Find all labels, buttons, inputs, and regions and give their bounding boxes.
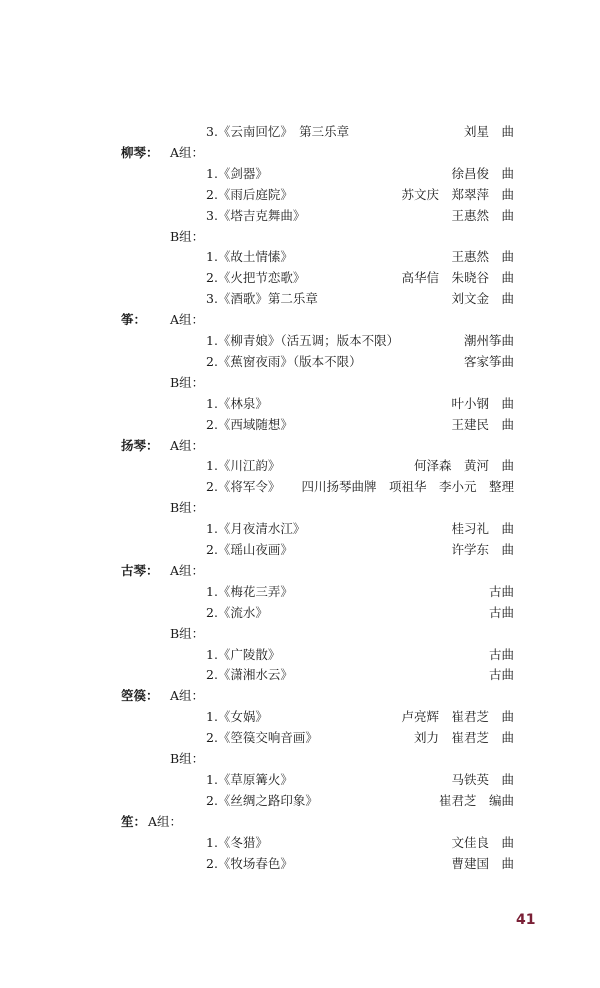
piece-title: 1.《冬猎》 xyxy=(206,834,268,850)
list-row xyxy=(0,310,600,330)
piece-title: 1.《故土情愫》 xyxy=(206,249,293,265)
piece-title: 1.《女娲》 xyxy=(206,709,268,725)
piece-title: 1.《草原篝火》 xyxy=(206,771,293,787)
piece-title: 2.《潇湘水云》 xyxy=(206,667,293,683)
group-label: B组： xyxy=(170,374,205,390)
list-row xyxy=(0,415,600,435)
list-row xyxy=(0,498,600,518)
piece-title: 2.《箜篌交响音画》 xyxy=(206,730,318,746)
instrument-label: 箜篌： xyxy=(121,688,159,704)
piece-title: 3.《酒歌》第二乐章 xyxy=(206,291,318,307)
list-row xyxy=(0,352,600,372)
composer-credit: 王惠然 曲 xyxy=(451,207,514,223)
list-row xyxy=(0,854,600,874)
list-row xyxy=(0,477,600,497)
piece-title: 1.《川江韵》 xyxy=(206,458,281,474)
list-row xyxy=(0,122,600,142)
list-row xyxy=(0,791,600,811)
composer-credit: 古曲 xyxy=(488,667,514,683)
list-row xyxy=(0,289,600,309)
composer-credit: 刘文金 曲 xyxy=(451,291,514,307)
list-row xyxy=(0,206,600,226)
piece-title: 2.《瑶山夜画》 xyxy=(206,542,293,557)
list-row xyxy=(0,582,600,602)
group-label: B组： xyxy=(170,228,205,244)
list-row xyxy=(0,373,600,393)
piece-title: 1.《广陵散》 xyxy=(206,646,281,662)
list-row xyxy=(0,812,600,832)
group-label: A组： xyxy=(170,437,205,453)
page-number: 41 xyxy=(516,912,536,928)
list-row xyxy=(0,770,600,790)
piece-title: 2.《雨后庭院》 xyxy=(206,186,293,202)
list-row xyxy=(0,436,600,456)
piece-title: 2.《牧场春色》 xyxy=(206,855,293,871)
composer-credit: 潮州筝曲 xyxy=(463,333,514,348)
composer-credit: 崔君芝 编曲 xyxy=(438,792,514,808)
composer-credit: 古曲 xyxy=(488,583,514,599)
piece-title: 1.《剑器》 xyxy=(206,165,268,181)
instrument-label: 古琴： xyxy=(121,562,159,578)
composer-credit: 何泽森 黄河 曲 xyxy=(413,458,514,474)
piece-title: 3.《云南回忆》 第三乐章 xyxy=(206,124,350,139)
list-row xyxy=(0,833,600,853)
list-row xyxy=(0,331,600,351)
group-label: A组： xyxy=(170,688,205,704)
piece-title: 1.《林泉》 xyxy=(206,395,268,411)
list-row xyxy=(0,227,600,247)
instrument-label: 笙： xyxy=(121,813,147,829)
group-label: A组： xyxy=(170,144,205,160)
list-row xyxy=(0,394,600,414)
piece-title: 2.《将军令》 xyxy=(206,479,281,495)
instrument-label: 扬琴： xyxy=(121,437,159,453)
list-row xyxy=(0,456,600,476)
list-row xyxy=(0,247,600,267)
composer-credit: 古曲 xyxy=(488,646,514,662)
list-row xyxy=(0,665,600,685)
list-row xyxy=(0,749,600,769)
piece-title: 1.《梅花三弄》 xyxy=(206,583,293,599)
composer-credit: 高华信 朱晓谷 曲 xyxy=(401,270,514,286)
composer-credit: 桂习礼 曲 xyxy=(451,521,514,537)
list-row xyxy=(0,645,600,665)
composer-credit: 曹建国 曲 xyxy=(451,855,514,871)
list-row xyxy=(0,143,600,163)
composer-credit: 卢亮辉 崔君芝 曲 xyxy=(401,709,514,725)
piece-title: 2.《西域随想》 xyxy=(206,416,293,432)
composer-credit: 许学东 曲 xyxy=(451,542,514,557)
composer-credit: 刘力 崔君芝 曲 xyxy=(413,730,514,746)
piece-title: 2.《流水》 xyxy=(206,604,268,620)
list-row xyxy=(0,603,600,623)
list-row xyxy=(0,268,600,288)
piece-title: 2.《蕉窗夜雨》（版本不限） xyxy=(206,353,362,369)
group-label: B组： xyxy=(170,500,205,516)
piece-title: 3.《塔吉克舞曲》 xyxy=(206,207,306,223)
list-row xyxy=(0,707,600,727)
composer-credit: 王惠然 曲 xyxy=(451,249,514,265)
composer-credit: 马铁英 曲 xyxy=(451,771,514,787)
piece-title: 1.《月夜清水江》 xyxy=(206,521,306,537)
group-label: B组： xyxy=(170,625,205,641)
composer-credit: 徐昌俊 曲 xyxy=(451,165,514,181)
list-row xyxy=(0,624,600,644)
composer-credit: 王建民 曲 xyxy=(451,416,514,432)
list-row xyxy=(0,519,600,539)
group-label: A组： xyxy=(170,312,205,328)
composer-credit: 刘星 曲 xyxy=(463,124,514,139)
group-label: B组： xyxy=(170,751,205,766)
group-label: A组： xyxy=(148,813,183,829)
list-row xyxy=(0,164,600,184)
list-row xyxy=(0,686,600,706)
list-row xyxy=(0,561,600,581)
list-row xyxy=(0,185,600,205)
instrument-label: 柳琴： xyxy=(121,144,159,160)
composer-credit: 叶小钢 曲 xyxy=(451,395,514,411)
composer-credit: 客家筝曲 xyxy=(463,353,514,369)
piece-title: 1.《柳青娘》（活五调；版本不限） xyxy=(206,333,400,348)
composer-credit: 古曲 xyxy=(488,604,514,620)
list-row xyxy=(0,540,600,560)
piece-title: 2.《火把节恋歌》 xyxy=(206,270,306,286)
instrument-label: 筝： xyxy=(121,312,147,328)
group-label: A组： xyxy=(170,562,205,578)
composer-credit: 文佳良 曲 xyxy=(451,834,514,850)
list-row xyxy=(0,728,600,748)
composer-credit: 四川扬琴曲牌 项祖华 李小元 整理 xyxy=(301,479,514,495)
composer-credit: 苏文庆 郑翠萍 曲 xyxy=(401,186,514,202)
piece-title: 2.《丝绸之路印象》 xyxy=(206,792,318,808)
